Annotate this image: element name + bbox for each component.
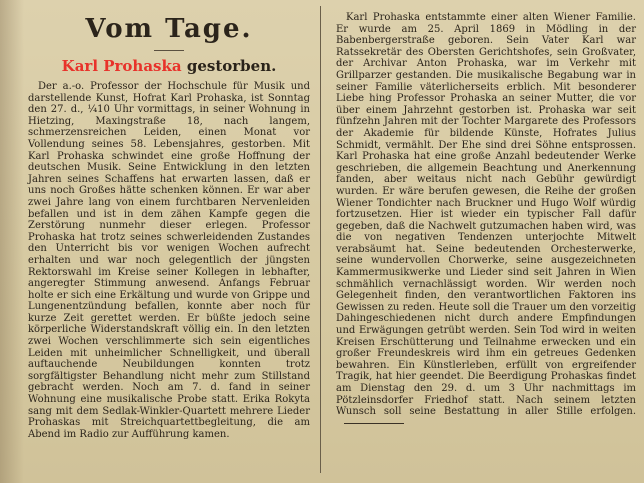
column-divider: [320, 6, 321, 473]
left-body: [28, 81, 310, 440]
right-paragraph-text: Karl Prohaska entstammte einer alten Wiener Familie. Er wurde am 25. April 1869 in Mödling in der Babenbergerstraße geboren. Sein Vater Karl war Ratssekretär des Obersten Gerichtshofes, sein Großvater, der Archivar Anton Prohaska, war im Verkehr mit Grillparzer gestanden. Die musikalische Begabung war in seiner Familie väterlicherseits erblich. Mit besonderer Liebe hing Professor Prohaska an seiner Mutter, die vor über einem Jahrzehnt gestorben ist. Prohaska war seit fünfzehn Jahren mit der Tochter Margarete des Professors der Akademie für bildende Künste, Hofrates Julius Schmidt, vermählt. Der Ehe sind drei Söhne entsprossen. Karl Prohaska hat eine große Anzahl bedeutender Werke geschrieben, die allgemein Beachtung und Anerkennung fanden, aber weitaus nicht nach Gebühr gewürdigt wurden. Er wäre berufen gewesen, die Reihe der großen Wiener Tondichter nach Bruckner und Hugo Wolf würdig fortzusetzen. Hier ist wieder ein typischer Fall dafür gegeben, daß die Nachwelt gutzumachen haben wird, was die von negativen Tendenzen unterjochte Mitwelt verabsäumt hat. Seine bedeutenden Orchesterwerke, seine wundervollen Chorwerke, seine ausgezeichneten Kammermusikwerke und Lieder sind seit Jahren in Wien schmählich vernachlässigt worden. Wir werden noch Gelegenheit finden, den verantwortlichen Faktoren ins Gewissen zu reden. Heute soll die Trauer um den vorzeitig Dahingeschiedenen nicht durch andere Empfindungen und Erwägungen getrübt werden. Sein Tod wird in weiten Kreisen Erschütterung und Teilnahme erwecken und ein großer Freundeskreis wird ihm ein getreues Gedenken bewahren. Ein Künstlerleben, erfüllt von ergreifender Tragik, hat hier geendet. Die Beerdigung Prohaskas findet am Dienstag den 29. d. um 3 Uhr nachmittags im Pötzleinsdorfer Friedhof statt. Nach seinem letzten Wunsch soll seine Bestattung in aller Stille erfolgen.: [336, 12, 636, 418]
headline-rest: gestorben.: [186, 57, 277, 75]
masthead-rule: [154, 50, 184, 51]
right-paragraph: [336, 12, 636, 429]
article-headline: [28, 57, 310, 75]
section-masthead: Vom Tage.: [85, 14, 253, 44]
article-end-rule: [344, 423, 404, 424]
left-paragraph: Der a.-o. Professor der Hochschule für Musik und darstellende Kunst, Hofrat Karl Prohaska, ist Sonntag den 27. d., ¼10 Uhr vormittags, in seiner Wohnung in Hietzing, Maxingstraße 18, nach langem, schmerzensreichen Leiden, einen Monat vor Vollendung seines 58. Lebensjahres, gestorben. Mit Karl Prohaska schwindet eine große Hoffnung der deutschen Musik. Seine Entwicklung in den letzten Jahren seines Schaffens hat erwarten lassen, daß er uns noch Großes hätte schenken können. Er war aber zwei Jahre lang von einem furchtbaren Nervenleiden befallen und ist in dem zähen Kampfe gegen die Zerstörung nunmehr dieser erlegen. Professor Prohaska hat trotz seines schwerleidenden Zustandes den Unterricht bis vor wenigen Wochen aufrecht erhalten und war noch gelegentlich der jüngsten Rektorswahl im Kreise seiner Kollegen in lebhafter, angeregter Stimmung anwesend. Anfangs Februar holte er sich eine Erkältung und wurde von Grippe und Lungenentzündung befallen, konnte aber noch für kurze Zeit gerettet werden. Er büßte jedoch seine körperliche Widerstandskraft völlig ein. In den letzten zwei Wochen verschlimmerte sich sein eigentliches Leiden mit unheimlicher Schnelligkeit, und überall auftauchende Neubildungen konnten trotz sorgfältigster Behandlung nicht mehr zum Stillstand gebracht werden. Noch am 7. d. fand in seiner Wohnung eine musikalische Probe statt. Erika Rokyta sang mit dem Sedlak-Winkler-Quartett mehrere Lieder Prohaskas mit Streichquartettbegleitung, die am Abend im Radio zur Aufführung kamen.: [28, 81, 310, 440]
right-column: [324, 0, 644, 483]
right-body: [336, 12, 636, 429]
left-column: [0, 0, 318, 483]
headline-name: Karl Prohaska: [61, 57, 182, 75]
